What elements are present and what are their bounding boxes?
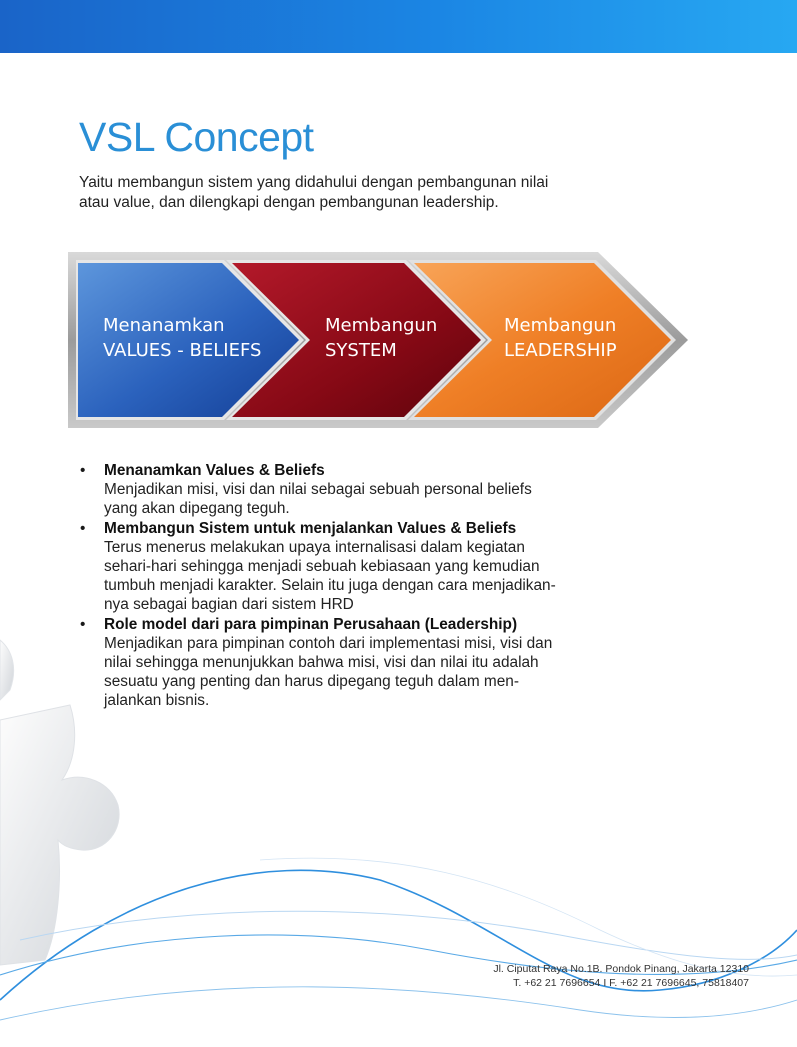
bullet-body-line: yang akan dipegang teguh. xyxy=(104,500,290,518)
bullet-body-line: Menjadikan para pimpinan contoh dari implementasi misi, visi dan xyxy=(104,634,553,652)
bullet-item xyxy=(80,519,600,615)
bullet-body-line: Terus menerus melakukan upaya internalisasi dalam kegiatan xyxy=(104,538,525,556)
concept-bullet-list xyxy=(80,461,600,711)
bullet-heading: Membangun Sistem untuk menjalankan Values & Beliefs xyxy=(104,519,517,537)
bullet-body-line: sehari-hari sehingga menjadi sebuah kebiasaan yang kemudian xyxy=(104,558,540,576)
swoosh-lines xyxy=(0,858,797,1020)
bullet-body-line: nya sebagai bagian dari sistem HRD xyxy=(104,596,354,614)
bullet-body-line: Menjadikan misi, visi dan nilai sebagai sebuah personal beliefs xyxy=(104,481,532,499)
bullet-body-line: jalankan bisnis. xyxy=(104,692,210,710)
step-2-line1: Membangun xyxy=(325,315,438,336)
process-flow-diagram xyxy=(68,252,688,428)
step-3-line2: LEADERSHIP xyxy=(504,340,617,361)
footer-address-block xyxy=(493,962,749,990)
bullet-body-line: nilai sehingga menunjukkan bahwa misi, visi dan nilai itu adalah xyxy=(104,654,539,672)
bullet-heading: Menanamkan Values & Beliefs xyxy=(104,462,325,479)
bullet-item xyxy=(80,615,600,711)
bullet-item xyxy=(80,461,600,519)
intro-line: Yaitu membangun sistem yang didahului dengan pembangunan nilai xyxy=(79,174,549,191)
footer-phone: T. +62 21 7696654 I F. +62 21 7696645, 75818407 xyxy=(513,977,749,989)
intro-paragraph xyxy=(79,173,599,213)
step-1-line1: Menanamkan xyxy=(103,315,225,336)
step-2-line2: SYSTEM xyxy=(325,340,397,361)
intro-line: atau value, dan dilengkapi dengan pembangunan leadership. xyxy=(79,194,499,211)
bullet-icon: • xyxy=(80,615,86,633)
page-title: VSL Concept xyxy=(79,114,314,160)
bullet-icon: • xyxy=(80,462,86,479)
bullet-body-line: sesuatu yang penting dan harus dipegang teguh dalam men- xyxy=(104,673,519,691)
step-1-line2: VALUES - BELIEFS xyxy=(103,340,262,361)
bullet-body-line: tumbuh menjadi karakter. Selain itu juga dengan cara menjadikan- xyxy=(104,577,556,595)
bullet-icon: • xyxy=(80,519,86,537)
bullet-heading: Role model dari para pimpinan Perusahaan (Leadership) xyxy=(104,615,518,633)
footer-address: Jl. Ciputat Raya No.1B. Pondok Pinang, Jakarta 12310 xyxy=(493,963,749,975)
step-3-line1: Membangun xyxy=(504,315,617,336)
